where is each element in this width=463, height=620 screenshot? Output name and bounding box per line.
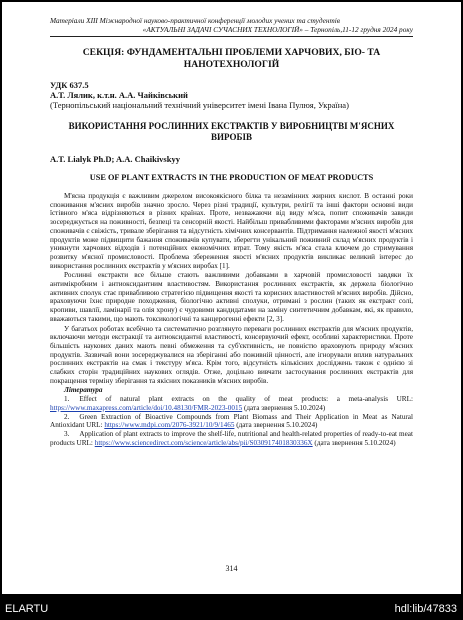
header-line-2: «АКТУАЛЬНІ ЗАДАЧІ СУЧАСНИХ ТЕХНОЛОГІЙ» – Тернопіль,11-12 грудня 2024 року — [142, 25, 413, 34]
header-rule — [50, 36, 413, 37]
body-text — [50, 192, 413, 447]
authors-en: A.T. Lialyk Ph.D; A.A. Chaikivskyy — [50, 154, 180, 164]
reference-number: 2. — [64, 412, 70, 421]
reference-item — [50, 430, 413, 447]
reference-date: (дата звернення 5.10.2024) — [312, 438, 396, 447]
reference-item — [50, 395, 413, 412]
paragraph: Рослинні екстракти все більше стають важливими добавками в харчовій промисловості завдяки їх антимікробним і антиоксидантним властивостям. Використання рослинних екстрактів, як держела біологічно активних сполук стає привабливою стратегією підвищення якості та корисних властивостей м'ясних виробів. Дійсно, враховуючи їхнє природне походження, біологічно активні сполуки, отримані з рослин (таких як екстракт солі, кропиви, шавлії, ламінарії та олія хрону) є чудовими кандидатами на заміну синтетичним добавкам, які, як правило, вважаються такими, що мають токсикологічні та канцерогенні ефекти [2, 3]. — [50, 271, 413, 323]
repository-name: ELARTU — [5, 603, 49, 615]
header-line-1: Матеріали XIII Міжнародної науково-практичної конференції молодих учених та студентів — [50, 16, 340, 25]
literature-heading: Література — [64, 386, 103, 395]
reference-link[interactable]: https://www.mdpi.com/2076-3921/10/9/1465 — [104, 421, 235, 430]
reference-item — [50, 413, 413, 430]
udk-code: УДК 637.5 — [50, 80, 89, 90]
conference-header — [50, 16, 413, 37]
reference-text: Application of plant extracts to improve the shelf-life, nutritional and health-related properties of ready-to-eat meat products URL: — [50, 429, 413, 447]
paper-title-en: USE OF PLANT EXTRACTS IN THE PRODUCTION OF MEAT PRODUCTS — [89, 173, 374, 182]
footer-bar — [0, 600, 463, 620]
handle-id: hdl:lib/47833 — [394, 603, 457, 615]
reference-text: Green Extraction of Bioactive Compounds from Plant Biomass and Their Application in Meat as Natural Antioxidant URL: — [50, 412, 413, 430]
reference-text: Effect of natural plant extracts on the quality of meat products: a meta-analysis URL: — [79, 395, 413, 404]
reference-number: 3. — [64, 429, 70, 438]
paragraph: У багатьох роботах всебічно та систематично розглянуто переваги рослинних екстрактів для м'ясних продуктів, включаючи методи екстракції та антиоксидантні властивості, консервуючий ефект, особливі характеристики. Проте більшість наукових даних мають певні обмеження та суб'єктивність, не повністю враховують природу м'ясних продуктів. Зазвичай вони зосереджувалися на зберіганні або поживній цінності, але ігнорували вплив натуральних рослинних екстрактів на смак і текстуру м'яса. Крім того, відсутність кількісних досліджень також є однією зі слабких сторін традиційних наукових оглядів. Отже, доцільно вивчати застосування рослинних екстрактів для покращення терміну зберігання та якісних показників м'ясних виробів. — [50, 324, 413, 385]
reference-number: 1. — [64, 395, 70, 404]
section-title: СЕКЦІЯ: ФУНДАМЕНТАЛЬНІ ПРОБЛЕМИ ХАРЧОВИХ, БІО- ТА НАНОТЕХНОЛОГІЙ — [82, 47, 381, 70]
paragraph: М'ясна продукція є важливим джерелом високоякісного білка та незамінних жирних кислот. В останні роки споживання м'ясних виробів значно зросло. Через різні традиції, культури, релігії та інші фактори основні види їстівного м'яса відрізняються в різних країнах. Проте, незважаючи від виду м'яса, попит споживачів завжди зосереджується на поживності, безпеці та сенсорній якості. Найбільш привабливими факторами м'ясних виробів для споживачів є свіжість, тривале зберігання та відсутність хімічних консервантів. Підтримання належної якості м'ясних продуктів може підвищити бажання споживачів купувати, зберегти унікальний поживний склад м'ясних продуктів і уникнути харчових відходів і потенційних економічних втрат. Тому якість м'яса стала ключем до стримування розвитку м'ясної промисловості. Проблема збереження якості м'ясних продуктів викликає великий інтерес до використання рослинних екстрактів у м'ясних виробах [1]. — [50, 192, 413, 270]
document-page — [2, 2, 461, 594]
reference-date: (дата звернення 5.10.2024) — [234, 421, 318, 430]
reference-link[interactable]: https://www.maxapress.com/article/doi/10.48130/FMR-2023-0015 — [50, 403, 243, 412]
authors-uk: А.Т. Лялик, к.т.н. А.А. Чайківський — [50, 90, 188, 100]
page-number: 314 — [225, 564, 238, 573]
reference-link[interactable]: https://www.sciencedirect.com/science/article/abs/pii/S030917401830336X — [94, 438, 313, 447]
affiliation: (Тернопільський національний технічний університет імені Івана Пулюя, Україна) — [50, 100, 349, 110]
paper-title-uk: ВИКОРИСТАННЯ РОСЛИННИХ ЕКСТРАКТІВ У ВИРОБНИЦТВІ М'ЯСНИХ ВИРОБІВ — [68, 121, 395, 142]
reference-date: (дата звернення 5.10.2024) — [242, 403, 326, 412]
